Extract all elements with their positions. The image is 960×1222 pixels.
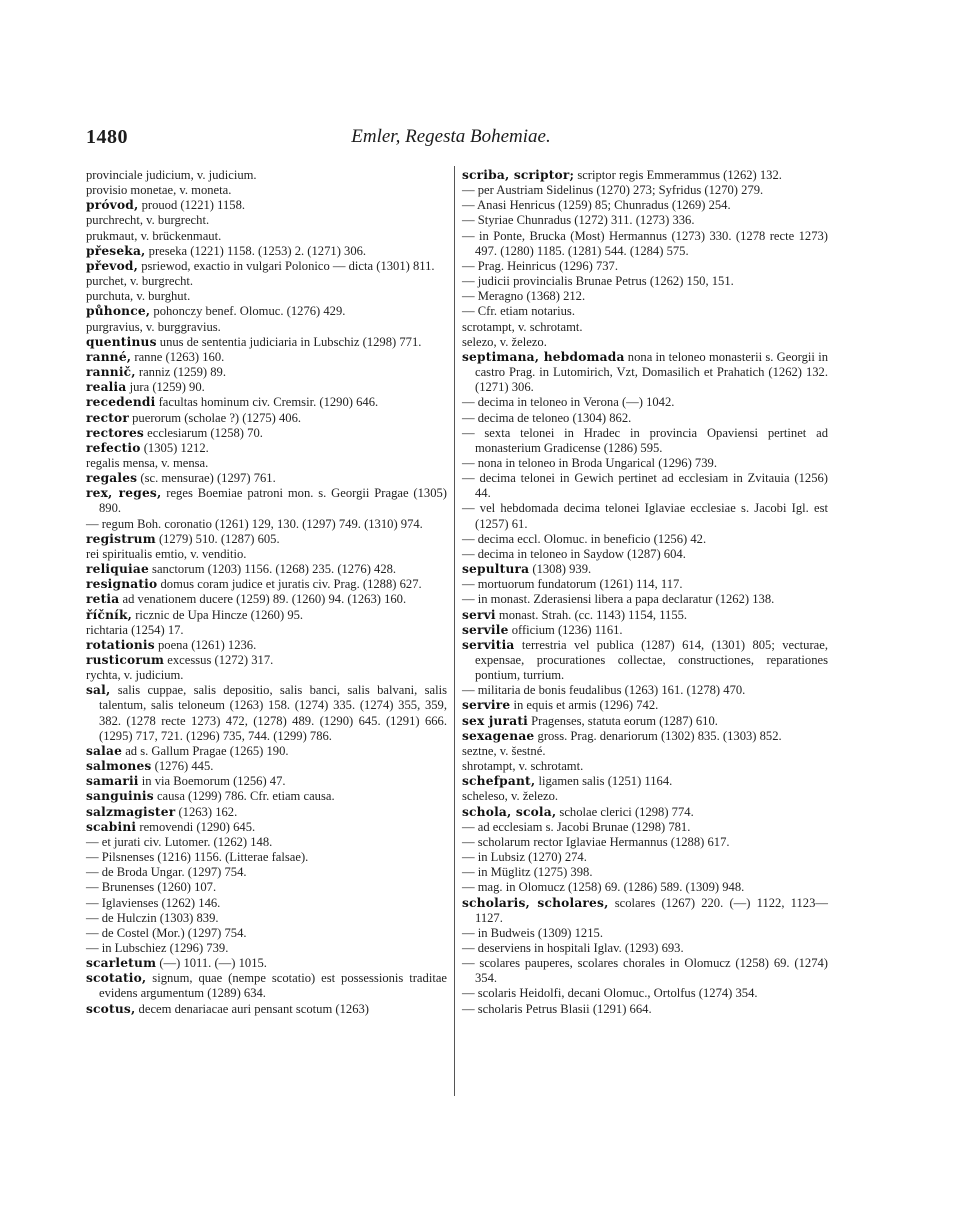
entry-text: terrestria vel publica (1287) 614, (1301) 805; vecturae, expensae, procurationes collectae, constructiones, reparationes pontium, turrium. bbox=[475, 637, 828, 683]
index-entry bbox=[86, 774, 447, 789]
index-entry bbox=[462, 714, 828, 729]
index-entry bbox=[86, 229, 447, 244]
entry-headword: rannič, bbox=[86, 365, 136, 380]
entry-text: prukmaut, v. brückenmaut. bbox=[86, 228, 222, 243]
entry-headword: servitia bbox=[462, 637, 515, 652]
index-entry bbox=[462, 471, 828, 501]
entry-text: (1308) 939. bbox=[529, 562, 592, 577]
entry-text: provinciale judicium, v. judicium. bbox=[86, 168, 257, 182]
index-entry bbox=[462, 729, 828, 744]
index-entry bbox=[462, 592, 828, 607]
index-entry bbox=[86, 820, 447, 835]
entry-text: causa (1299) 786. Cfr. etiam causa. bbox=[153, 789, 335, 804]
index-entry bbox=[86, 744, 447, 759]
entry-headword: salzmagister bbox=[86, 804, 176, 819]
index-entry bbox=[86, 971, 447, 1001]
entry-text: — Anasi Henricus (1259) 85; Chunradus (1269) 254. bbox=[462, 198, 731, 213]
index-entry bbox=[462, 956, 828, 986]
index-entry bbox=[86, 213, 447, 228]
index-entry bbox=[462, 411, 828, 426]
entry-text: Pragenses, statuta eorum (1287) 610. bbox=[527, 713, 718, 728]
index-entry bbox=[462, 623, 828, 638]
index-entry bbox=[462, 820, 828, 835]
entry-text: — Pilsnenses (1216) 1156. (Litterae falsae). bbox=[86, 850, 309, 865]
entry-text: purchrecht, v. burgrecht. bbox=[86, 213, 210, 228]
index-entry bbox=[462, 229, 828, 259]
index-entry bbox=[86, 411, 447, 426]
entry-headword: sal, bbox=[86, 683, 111, 698]
entry-text: — in monast. Zderasiensi libera a papa declaratur (1262) 138. bbox=[462, 592, 775, 607]
entry-text: — decima eccl. Olomuc. in beneficio (1256) 42. bbox=[462, 531, 707, 546]
index-entry bbox=[86, 259, 447, 274]
entry-text: — regum Boh. coronatio (1261) 129, 130. (1297) 749. (1310) 974. bbox=[86, 516, 423, 531]
entry-headword: půhonce, bbox=[86, 304, 151, 319]
entry-text: (1276) 445. bbox=[151, 759, 214, 774]
entry-text: — Brunenses (1260) 107. bbox=[86, 880, 217, 895]
entry-headword: resignatio bbox=[86, 577, 158, 592]
entry-headword: rusticorum bbox=[86, 653, 165, 667]
entry-text: signum, quae (nempe scotatio) est possessionis traditae evidens argumentum (1289) 634. bbox=[99, 971, 447, 1001]
index-entry bbox=[86, 683, 447, 744]
entry-text: (1305) 1212. bbox=[140, 440, 209, 455]
entry-text: preseka (1221) 1158. (1253) 2. (1271) 306. bbox=[145, 243, 367, 258]
entry-text: puerorum (scholae ?) (1275) 406. bbox=[128, 410, 302, 425]
index-entry bbox=[86, 789, 447, 804]
entry-headword: scabini bbox=[86, 819, 137, 834]
entry-headword: sex jurati bbox=[462, 713, 528, 728]
entry-text: purgravius, v. burggravius. bbox=[86, 319, 221, 334]
index-entry bbox=[462, 865, 828, 880]
index-entry bbox=[86, 623, 447, 638]
entry-headword: recedendi bbox=[86, 395, 156, 410]
entry-text: (1263) 162. bbox=[175, 804, 238, 819]
index-entry bbox=[462, 744, 828, 759]
index-entry bbox=[86, 244, 447, 259]
index-entry bbox=[86, 168, 447, 183]
entry-text: decem denariacae auri pensant scotum (1263) bbox=[135, 1001, 369, 1016]
entry-headword: scholaris, scholares, bbox=[462, 895, 609, 910]
entry-headword: regales bbox=[86, 471, 138, 486]
entry-text: shrotampt, v. schrotamt. bbox=[462, 759, 584, 774]
entry-text: — scholaris Petrus Blasii (1291) 664. bbox=[462, 1001, 652, 1016]
entry-text: in equis et armis (1296) 742. bbox=[510, 698, 659, 713]
entry-text: selezo, v. železo. bbox=[462, 334, 547, 349]
entry-headword: servire bbox=[462, 698, 511, 713]
index-entry bbox=[86, 835, 447, 850]
entry-headword: rectores bbox=[86, 425, 144, 440]
entry-text: — mag. in Olomucz (1258) 69. (1286) 589. (1309) 948. bbox=[462, 880, 745, 895]
entry-text: ranne (1263) 160. bbox=[131, 349, 225, 364]
index-entry bbox=[86, 865, 447, 880]
entry-text: — Styriae Chunradus (1272) 311. (1273) 336. bbox=[462, 213, 695, 228]
entry-text: (sc. mensurae) (1297) 761. bbox=[137, 471, 276, 486]
entry-text: — Meragno (1368) 212. bbox=[462, 289, 586, 304]
index-entry bbox=[462, 638, 828, 683]
entry-headword: realia bbox=[86, 380, 127, 395]
index-entry bbox=[462, 608, 828, 623]
entry-text: — de Broda Ungar. (1297) 754. bbox=[86, 865, 247, 880]
index-entry bbox=[86, 304, 447, 319]
index-entry bbox=[462, 501, 828, 531]
entry-text: — decima in teloneo in Verona (—) 1042. bbox=[462, 395, 675, 410]
index-entry bbox=[86, 395, 447, 410]
index-entry bbox=[86, 850, 447, 865]
entry-text: poena (1261) 1236. bbox=[154, 637, 257, 652]
index-entry bbox=[86, 183, 447, 198]
index-entry bbox=[462, 789, 828, 804]
index-entry bbox=[86, 926, 447, 941]
index-entry bbox=[462, 880, 828, 895]
index-entry bbox=[462, 926, 828, 941]
index-entry bbox=[462, 198, 828, 213]
entry-headword: próvod, bbox=[86, 198, 139, 213]
index-entry bbox=[462, 683, 828, 698]
entry-text: monast. Strah. (cc. 1143) 1154, 1155. bbox=[495, 607, 688, 622]
entry-headword: sepultura bbox=[462, 562, 530, 577]
index-entry bbox=[462, 395, 828, 410]
entry-headword: reliquiae bbox=[86, 562, 149, 577]
index-entry bbox=[86, 532, 447, 547]
entry-text: — militaria de bonis feudalibus (1263) 161. (1278) 470. bbox=[462, 683, 746, 698]
entry-text: — mortuorum fundatorum (1261) 114, 117. bbox=[462, 577, 683, 592]
index-entry bbox=[462, 577, 828, 592]
index-entry bbox=[86, 289, 447, 304]
entry-headword: salmones bbox=[86, 759, 152, 774]
entry-headword: rector bbox=[86, 410, 129, 425]
index-entry bbox=[462, 456, 828, 471]
index-entry bbox=[86, 592, 447, 607]
entry-text: scrotampt, v. schrotamt. bbox=[462, 319, 583, 334]
entry-text: — scholarum rector Iglaviae Hermannus (1288) 617. bbox=[462, 834, 730, 849]
entry-text: rychta, v. judicium. bbox=[86, 668, 184, 683]
entry-headword: schefpant, bbox=[462, 774, 536, 789]
entry-text: — Iglavienses (1262) 146. bbox=[86, 895, 221, 910]
index-entry bbox=[86, 198, 447, 213]
entry-headword: salae bbox=[86, 743, 123, 758]
index-entry bbox=[86, 1002, 447, 1017]
entry-text: gross. Prag. denariorum (1302) 835. (1303) 852. bbox=[534, 728, 782, 743]
entry-text: provisio monetae, v. moneta. bbox=[86, 183, 232, 198]
entry-text: — ad ecclesiam s. Jacobi Brunae (1298) 781. bbox=[462, 819, 691, 834]
entry-headword: servi bbox=[462, 607, 496, 622]
index-entry bbox=[86, 365, 447, 380]
entry-text: — per Austriam Sidelinus (1270) 273; Syfridus (1270) 279. bbox=[462, 183, 764, 198]
entry-text: scheleso, v. železo. bbox=[462, 789, 559, 804]
entry-text: — in Müglitz (1275) 398. bbox=[462, 865, 593, 880]
entry-text: reges Boemiae patroni mon. s. Georgii Pragae (1305) 890. bbox=[99, 486, 447, 516]
index-entry bbox=[462, 835, 828, 850]
page-number: 1480 bbox=[86, 126, 128, 148]
entry-text: — in Ponte, Brucka (Most) Hermannus (1273) 330. (1278 recte 1273) 497. (1280) 1185. (1281) 544. (1284) 575. bbox=[462, 228, 828, 258]
entry-text: excessus (1272) 317. bbox=[164, 653, 274, 667]
entry-text: — decima telonei in Gewich pertinet ad ecclesiam in Zvitauia (1256) 44. bbox=[462, 471, 828, 501]
entry-text: unus de sententia judiciaria in Lubschiz (1298) 771. bbox=[156, 334, 422, 349]
entry-headword: přeseka, bbox=[86, 243, 146, 258]
entry-text: — scolares pauperes, scolares chorales in Olomucz (1258) 69. (1274) 354. bbox=[462, 956, 828, 986]
entry-headword: septimana, hebdomada bbox=[462, 349, 625, 364]
index-entry bbox=[462, 759, 828, 774]
index-entry bbox=[86, 941, 447, 956]
index-entry bbox=[462, 168, 828, 183]
index-entry bbox=[86, 350, 447, 365]
index-entry bbox=[86, 274, 447, 289]
entry-text: — scolaris Heidolfi, decani Olomuc., Ortolfus (1274) 354. bbox=[462, 986, 758, 1001]
index-entry bbox=[462, 320, 828, 335]
entry-headword: scarletum bbox=[86, 956, 157, 971]
index-entry bbox=[462, 547, 828, 562]
entry-headword: scotatio, bbox=[86, 971, 147, 986]
index-entry bbox=[462, 183, 828, 198]
entry-text: facultas hominum civ. Cremsir. (1290) 646. bbox=[155, 395, 379, 410]
entry-text: — in Budweis (1309) 1215. bbox=[462, 925, 603, 940]
entry-headword: schola, scola, bbox=[462, 804, 557, 819]
entry-text: purchuta, v. burghut. bbox=[86, 289, 191, 304]
entry-headword: sexagenae bbox=[462, 728, 535, 743]
entry-text: rei spiritualis emtio, v. venditio. bbox=[86, 546, 247, 561]
entry-text: — decima de teloneo (1304) 862. bbox=[462, 410, 632, 425]
index-entry bbox=[462, 304, 828, 319]
entry-text: officium (1236) 1161. bbox=[508, 622, 623, 637]
index-entry bbox=[86, 335, 447, 350]
index-entry bbox=[462, 532, 828, 547]
page-header bbox=[86, 126, 866, 156]
index-entry bbox=[462, 805, 828, 820]
entry-headword: quentinus bbox=[86, 334, 157, 349]
running-title: Emler, Regesta Bohemiae. bbox=[351, 126, 551, 147]
entry-text: salis cuppae, salis depositio, salis banci, salis balvani, salis talentum, salis teloneum (1263) 158. (1274) 335. (1274) 355, 359, 382. (1278 recte 1273) 472, (1278) 489. (1290) 645. (1291) 666. (1295) 717, 721. (1296) 735, 744. (1299) 786. bbox=[99, 683, 447, 743]
index-entry bbox=[86, 471, 447, 486]
entry-text: — decima in teloneo in Saydow (1287) 604. bbox=[462, 546, 686, 561]
entry-headword: servile bbox=[462, 622, 509, 637]
index-entry bbox=[462, 986, 828, 1001]
index-entry bbox=[462, 259, 828, 274]
entry-text: ecclesiarum (1258) 70. bbox=[144, 425, 263, 440]
index-entry bbox=[86, 456, 447, 471]
index-entry bbox=[86, 380, 447, 395]
entry-text: sanctorum (1203) 1156. (1268) 235. (1276) 428. bbox=[148, 562, 397, 577]
index-entry bbox=[462, 850, 828, 865]
entry-text: (1279) 510. (1287) 605. bbox=[155, 531, 280, 546]
entry-headword: sanguinis bbox=[86, 789, 154, 804]
entry-text: pohonczy benef. Olomuc. (1276) 429. bbox=[150, 304, 346, 319]
index-entry bbox=[462, 274, 828, 289]
entry-text: ricznic de Upa Hincze (1260) 95. bbox=[132, 607, 304, 622]
index-entry bbox=[86, 562, 447, 577]
index-entry bbox=[86, 668, 447, 683]
index-entry bbox=[86, 320, 447, 335]
index-entry bbox=[462, 335, 828, 350]
column-divider bbox=[454, 166, 455, 1096]
entry-text: — de Costel (Mor.) (1297) 754. bbox=[86, 925, 247, 940]
entry-text: ranniz (1259) 89. bbox=[135, 365, 226, 380]
index-entry bbox=[86, 653, 447, 668]
entry-text: domus coram judice et juratis civ. Prag. (1288) 627. bbox=[157, 577, 422, 592]
entry-headword: rotationis bbox=[86, 637, 155, 652]
entry-headword: refectio bbox=[86, 440, 141, 455]
entry-headword: převod, bbox=[86, 258, 139, 273]
entry-text: purchet, v. burgrecht. bbox=[86, 274, 194, 289]
entry-text: jura (1259) 90. bbox=[126, 380, 205, 395]
index-entry bbox=[462, 213, 828, 228]
entry-headword: registrum bbox=[86, 531, 156, 546]
index-entry bbox=[462, 941, 828, 956]
entry-text: prouod (1221) 1158. bbox=[138, 198, 246, 213]
entry-text: — deserviens in hospitali Iglav. (1293) 693. bbox=[462, 940, 684, 955]
entry-text: seztne, v. šestné. bbox=[462, 743, 546, 758]
entry-headword: samarii bbox=[86, 774, 139, 789]
entry-headword: ranné, bbox=[86, 349, 132, 364]
entry-headword: scriba, scriptor; bbox=[462, 168, 575, 182]
index-entry bbox=[86, 896, 447, 911]
index-entry bbox=[86, 608, 447, 623]
entry-text: scolares (1267) 220. (—) 1122, 1123—1127. bbox=[475, 895, 828, 925]
index-entry bbox=[86, 426, 447, 441]
index-column-right bbox=[462, 168, 828, 1017]
index-column-left bbox=[86, 168, 447, 1017]
entry-headword: retia bbox=[86, 592, 120, 607]
index-entry bbox=[462, 562, 828, 577]
entry-text: richtaria (1254) 17. bbox=[86, 622, 184, 637]
entry-text: regalis mensa, v. mensa. bbox=[86, 455, 209, 470]
entry-text: nona in teloneo monasterii s. Georgii in castro Prag. in Lutomirich, Vzt, Domasilich et Prahatich (1262) 132. (1271) 306. bbox=[475, 349, 828, 395]
entry-text: — et jurati civ. Lutomer. (1262) 148. bbox=[86, 834, 273, 849]
index-entry bbox=[86, 547, 447, 562]
index-entry bbox=[462, 896, 828, 926]
index-entry bbox=[86, 486, 447, 516]
entry-text: ad s. Gallum Pragae (1265) 190. bbox=[122, 743, 289, 758]
entry-text: — nona in teloneo in Broda Ungarical (1296) 739. bbox=[462, 455, 717, 470]
entry-text: — vel hebdomada decima telonei Iglaviae ecclesiae s. Jacobi Igl. est (1257) 61. bbox=[462, 501, 828, 531]
index-entry bbox=[86, 759, 447, 774]
index-entry bbox=[86, 880, 447, 895]
entry-headword: říčník, bbox=[86, 607, 133, 622]
index-entry bbox=[462, 289, 828, 304]
entry-text: scholae clerici (1298) 774. bbox=[556, 804, 694, 819]
entry-text: — de Hulczin (1303) 839. bbox=[86, 910, 219, 925]
entry-text: — Prag. Heinricus (1296) 737. bbox=[462, 258, 618, 273]
index-entry bbox=[86, 441, 447, 456]
entry-text: — sexta telonei in Hradec in provincia Opaviensi pertinet ad monasterium Gradicense (1286) 595. bbox=[462, 425, 828, 455]
entry-text: — Cfr. etiam notarius. bbox=[462, 304, 575, 319]
index-entry bbox=[86, 638, 447, 653]
entry-text: ad venationem ducere (1259) 89. (1260) 94. (1263) 160. bbox=[119, 592, 407, 607]
index-entry bbox=[462, 1002, 828, 1017]
entry-text: in via Boemorum (1256) 47. bbox=[138, 774, 286, 789]
index-entry bbox=[86, 805, 447, 820]
entry-text: removendi (1290) 645. bbox=[136, 819, 256, 834]
index-entry bbox=[462, 774, 828, 789]
entry-text: ligamen salis (1251) 1164. bbox=[535, 774, 673, 789]
index-entry bbox=[86, 911, 447, 926]
entry-text: — in Lubschiez (1296) 739. bbox=[86, 940, 229, 955]
entry-text: (—) 1011. (—) 1015. bbox=[156, 956, 267, 971]
index-entry bbox=[86, 517, 447, 532]
index-entry bbox=[462, 698, 828, 713]
entry-headword: rex, reges, bbox=[86, 486, 162, 501]
entry-text: — judicii provincialis Brunae Petrus (1262) 150, 151. bbox=[462, 274, 734, 289]
index-entry bbox=[462, 350, 828, 395]
entry-text: psriewod, exactio in vulgari Polonico — dicta (1301) 811. bbox=[138, 258, 435, 273]
entry-text: — in Lubsiz (1270) 274. bbox=[462, 850, 587, 865]
index-entry bbox=[462, 426, 828, 456]
entry-text: scriptor regis Emmerammus (1262) 132. bbox=[574, 168, 782, 182]
index-entry bbox=[86, 956, 447, 971]
index-entry bbox=[86, 577, 447, 592]
entry-headword: scotus, bbox=[86, 1001, 136, 1016]
